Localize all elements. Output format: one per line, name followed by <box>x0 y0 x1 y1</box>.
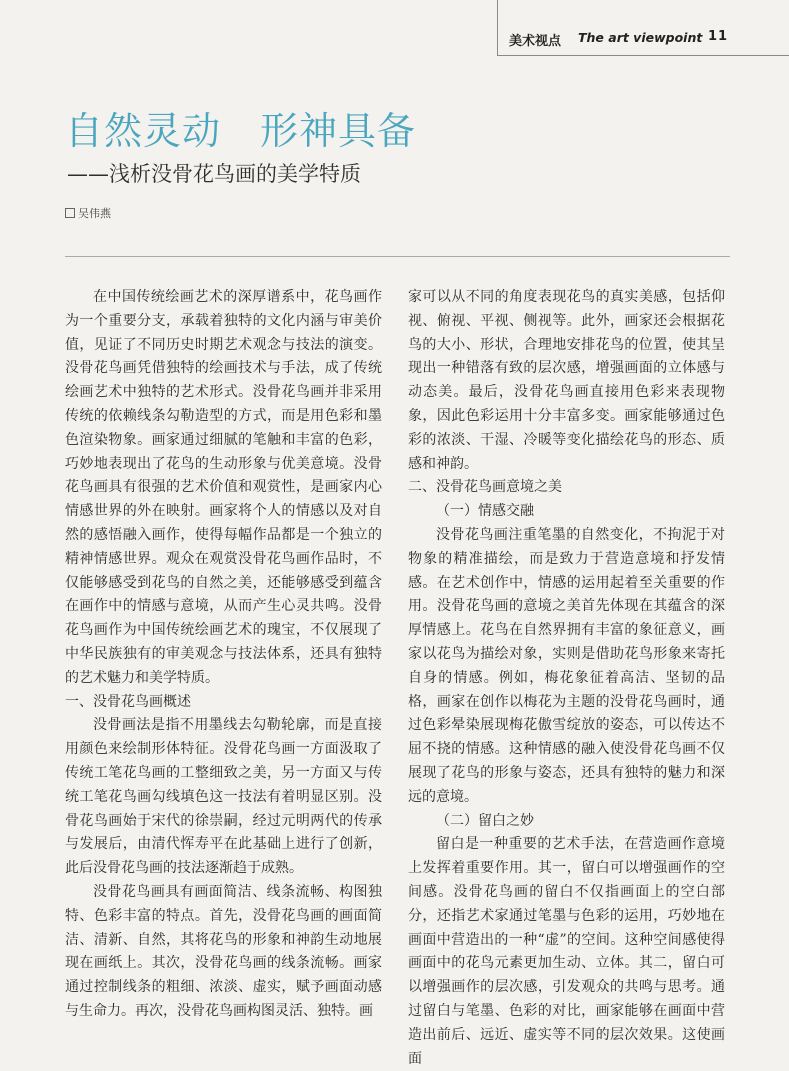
subsection-heading: （一）情感交融 <box>436 503 534 520</box>
section-heading: 二、没骨花鸟画意境之美 <box>408 479 562 496</box>
paragraph: 家可以从不同的角度表现花鸟的真实美感，包括仰视、俯视、平视、侧视等。此外，画家还会根据花鸟的大小、形状，合理地安排花鸟的位置，使其呈现出一种错落有致的层次感，增强画面的立体感与动态美。最后，没骨花鸟画直接用色彩来表现物象，因此色彩运用十分丰富多变。画家能够通过色彩的浓淡、干湿、冷暖等变化描绘花鸟的形态、质感和神韵。 <box>408 289 725 472</box>
paragraph: 留白是一种重要的艺术手法，在营造画作意境上发挥着重要作用。其一，留白可以增强画作的空间感。没骨花鸟画的留白不仅指画面上的空白部分，还指艺术家通过笔墨与色彩的运用，巧妙地在画面中营造出的一种“虚”的空间。这种空间感使得画面中的花鸟元素更加生动、立体。其二，留白可以增强画作的层次感，引发观众的共鸣与思考。通过留白与笔墨、色彩的对比，画家能够在画面中营造出前后、远近、虚实等不同的层次效果。这使画面 <box>408 836 725 1067</box>
article-author <box>65 205 111 221</box>
page-header <box>0 0 789 70</box>
article-title: 自然灵动 形神具备 <box>65 109 417 153</box>
paragraph: 没骨画法是指不用墨线去勾勒轮廓，而是直接用颜色来绘制形体特征。没骨花鸟画一方面汲取了传统工笔花鸟画的工整细致之美，另一方面又与传统工笔花鸟画勾线填色这一技法有着明显区别。没骨花鸟画始于宋代的徐崇嗣，经过元明两代的传承与发展后，由清代恽寿平在此基础上进行了创新，此后没骨花鸟画的技法逐渐趋于成熟。 <box>65 717 382 877</box>
author-name: 吴伟燕 <box>78 207 111 220</box>
paragraph: 在中国传统绘画艺术的深厚谱系中，花鸟画作为一个重要分支，承载着独特的文化内涵与审美价值，见证了不同历史时期艺术观念与技法的演变。没骨花鸟画凭借独特的绘画技术与手法，成了传统绘画艺术中独特的艺术形式。没骨花鸟画并非采用传统的依赖线条勾勒造型的方式，而是用色彩和墨色渲染物象。画家通过细腻的笔触和丰富的色彩，巧妙地表现出了花鸟的生动形象与优美意境。没骨花鸟画具有很强的艺术价值和观赏性，是画家内心情感世界的外在映射。画家将个人的情感以及对自然的感悟融入画作，使得每幅作品都是一个独立的精神情感世界。观众在观赏没骨花鸟画作品时，不仅能够感受到花鸟的自然之美，还能够感受到蕴含在画作中的情感与意境，从而产生心灵共鸣。没骨花鸟画作为中国传统绘画艺术的瑰宝，不仅展现了中华民族独有的审美观念与技法体系，还具有独特的艺术魅力和美学特质。 <box>65 289 382 686</box>
section-heading: 一、没骨花鸟画概述 <box>65 693 191 710</box>
header-divider-horizontal <box>497 55 789 56</box>
body-column-left <box>65 286 382 1024</box>
title-divider <box>65 256 730 257</box>
body-column-right <box>408 286 725 1071</box>
page-number: 11 <box>708 29 729 44</box>
article-subtitle: ——浅析没骨花鸟画的美学特质 <box>67 162 361 186</box>
section-name-en: The art viewpoint <box>578 30 703 45</box>
section-name-cn: 美术视点 <box>509 34 562 49</box>
subsection-heading: （二）留白之妙 <box>436 812 534 829</box>
paragraph: 没骨花鸟画注重笔墨的自然变化，不拘泥于对物象的精准描绘，而是致力于营造意境和抒发情感。在艺术创作中，情感的运用起着至关重要的作用。没骨花鸟画的意境之美首先体现在其蕴含的深厚情感上。花鸟在自然界拥有丰富的象征意义，画家以花鸟为描绘对象，实则是借助花鸟形象来寄托自身的情感。例如，梅花象征着高洁、坚韧的品格，画家在创作以梅花为主题的没骨花鸟画时，通过色彩晕染展现梅花傲雪绽放的姿态，可以传达不屈不挠的情感。这种情感的融入使没骨花鸟画不仅展现了花鸟的形象与姿态，还具有独特的魅力和深远的意境。 <box>408 526 725 805</box>
author-box-icon <box>65 208 75 218</box>
header-divider-vertical <box>497 0 498 55</box>
paragraph: 没骨花鸟画具有画面简洁、线条流畅、构图独特、色彩丰富的特点。首先，没骨花鸟画的画面简洁、清新、自然，其将花鸟的形象和神韵生动地展现在画纸上。其次，没骨花鸟画的线条流畅。画家通过控制线条的粗细、浓淡、虚实，赋予画面动感与生命力。再次，没骨花鸟画构图灵活、独特。画 <box>65 883 382 1019</box>
